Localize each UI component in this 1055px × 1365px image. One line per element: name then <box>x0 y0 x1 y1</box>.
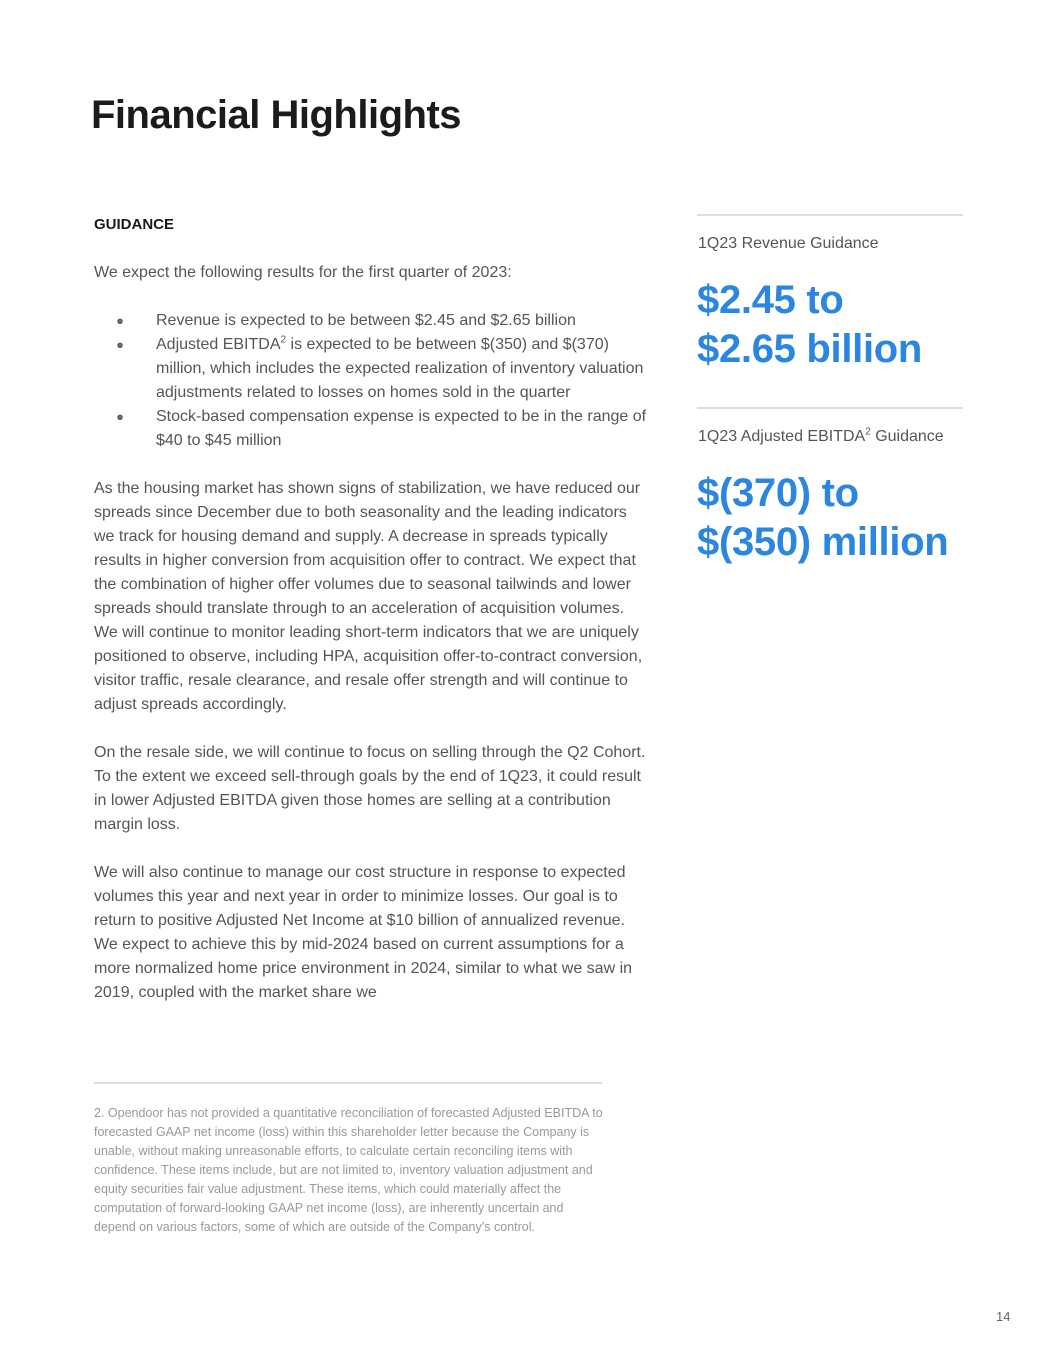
section-heading: GUIDANCE <box>94 216 175 233</box>
bullet-icon: ● <box>116 337 124 352</box>
bullet-text-prefix: Adjusted EBITDA <box>156 336 281 353</box>
ebitda-guidance-value-line2: $(350) million <box>697 520 949 564</box>
page-number: 14 <box>996 1309 1011 1324</box>
footnote-reference: 2 <box>280 334 287 346</box>
sidebar-divider-revenue <box>697 214 963 216</box>
housing-market-paragraph: As the housing market has shown signs of stabilization, we have reduced our spreads since December due to both seasonality and the leading indicators we track for housing demand and supply. A decrease in spreads typically results in higher conversion from acquisition offer to contract. We expect that the combination of higher offer volumes due to seasonal tailwinds and lower spreads should translate through to an acceleration of acquisition volumes. We will continue to monitor leading short-term indicators that we are uniquely positioned to observe, including HPA, acquisition offer-to-contract conversion, visitor traffic, resale clearance, and resale offer strength and will continue to adjust spreads accordingly. <box>94 480 643 713</box>
resale-paragraph: On the resale side, we will continue to focus on selling through the Q2 Cohort. To the extent we exceed sell-through goals by the end of 1Q23, it could result in lower Adjusted EBITDA given those homes are selling at a contribution margin loss. <box>94 744 646 833</box>
ebitda-guidance-label <box>698 425 944 449</box>
page-title: Financial Highlights <box>91 93 462 137</box>
bullet-text: Revenue is expected to be between $2.45 and $2.65 billion <box>156 312 576 329</box>
bullet-text-suffix: is expected to be between $(350) and $(370) million, which includes the expected realization of inventory valuation adjustments related to losses on homes sold in the quarter <box>156 336 644 401</box>
bullet-icon: ● <box>116 409 124 424</box>
bullet-text: Stock-based compensation expense is expected to be in the range of $40 to $45 million <box>156 408 647 449</box>
guidance-section <box>94 213 650 1029</box>
list-item-revenue <box>94 309 650 333</box>
intro-paragraph: We expect the following results for the first quarter of 2023: <box>94 264 512 281</box>
sidebar-divider-ebitda <box>697 407 963 409</box>
revenue-guidance-value <box>697 276 1027 374</box>
revenue-guidance-value-line2: $2.65 billion <box>697 327 923 371</box>
ebitda-label-prefix: 1Q23 Adjusted EBITDA <box>698 428 866 445</box>
revenue-guidance-value-line1: $2.45 to <box>697 278 844 322</box>
footnote-reference: 2 <box>865 426 871 438</box>
footnote: 2. Opendoor has not provided a quantitative reconciliation of forecasted Adjusted EBITDA to forecasted GAAP net income (loss) within this shareholder letter because the Company is unable, without making unreasonable efforts, to calculate certain reconciling items with confidence. These items include, but are not limited to, inventory valuation adjustment and equity securities fair value adjustment. These items, which could materially affect the computation of forward-looking GAAP net income (loss), are inherently uncertain and depend on various factors, some of which are outside of the Company’s control. <box>94 1106 603 1234</box>
ebitda-label-suffix: Guidance <box>870 428 944 445</box>
cost-structure-paragraph: We will also continue to manage our cost structure in response to expected volumes this year and next year in order to minimize losses. Our goal is to return to positive Adjusted Net Income at $10 billion of annualized revenue. We expect to achieve this by mid-2024 based on current assumptions for a more normalized home price environment in 2024, similar to what we saw in 2019, coupled with the market share we <box>94 864 633 1001</box>
ebitda-guidance-value-line1: $(370) to <box>697 471 859 515</box>
list-item-sbc <box>94 405 650 453</box>
revenue-guidance-label: 1Q23 Revenue Guidance <box>698 235 879 252</box>
guidance-bullet-list <box>94 309 650 453</box>
ebitda-guidance-value <box>697 469 1027 567</box>
list-item-ebitda <box>94 333 650 405</box>
bullet-icon: ● <box>116 313 124 328</box>
footnote-divider <box>94 1082 602 1084</box>
